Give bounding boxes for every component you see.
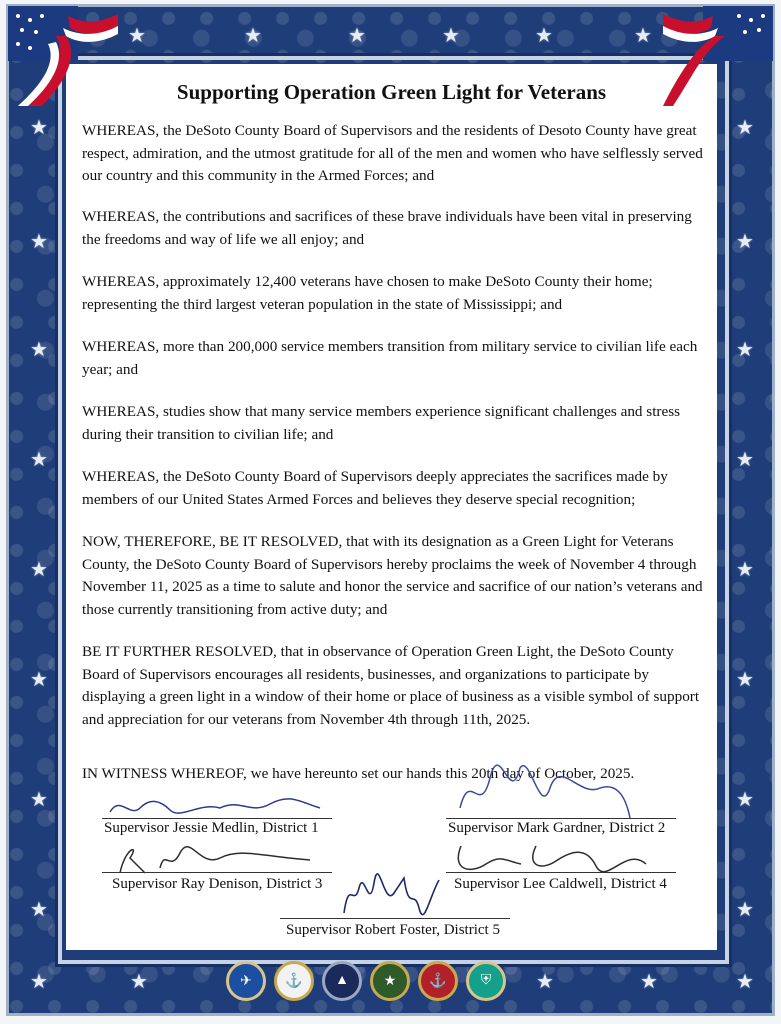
marine-corps-seal-icon: ⚓ [418,961,458,1001]
star-icon: ★ [30,449,48,471]
star-icon: ★ [736,669,754,691]
star-icon: ★ [30,971,48,993]
whereas-paragraph-3: WHEREAS, approximately 12,400 veterans have chosen to make DeSoto County their home; representing the third largest veteran population in the state of Mississippi; and [82,273,653,313]
signature-jessie-medlin [100,790,330,820]
star-icon: ★ [30,117,48,139]
witness-statement: IN WITNESS WHEREOF, we have hereunto set our hands this 20th day of October, 2025. [82,765,635,782]
whereas-paragraph-6: WHEREAS, the DeSoto County Board of Supervisors deeply appreciates the sacrifices made by members of our United States Armed Forces and believes they deserve special recognition; [82,468,668,508]
star-icon: ★ [130,971,148,993]
star-icon: ★ [736,559,754,581]
signature-line [280,918,510,919]
document-title: Supporting Operation Green Light for Veterans [176,80,607,104]
signatory-district-5: Supervisor Robert Foster, District 5 [286,922,500,938]
whereas-paragraph-2: WHEREAS, the contributions and sacrifices of these brave individuals have been vital in preserving the freedoms and way of life we all enjoy; and [82,208,692,248]
star-icon: ★ [128,25,146,47]
star-icon: ★ [442,25,460,47]
signatory-district-3: Supervisor Ray Denison, District 3 [112,876,323,892]
navy-seal-icon: ⚓ [274,961,314,1001]
signatory-district-4: Supervisor Lee Caldwell, District 4 [454,876,667,892]
whereas-paragraph-1: WHEREAS, the DeSoto County Board of Supervisors and the residents of Desoto County have great respect, admiration, and the utmost gratitude for all of the men and women who have selflessly served our country and this community in the Armed Forces; and [82,122,703,184]
military-seals [226,961,506,1003]
resolved-paragraph: NOW, THEREFORE, BE IT RESOLVED, that with its designation as a Green Light for Veterans County, the DeSoto County Board of Supervisors hereby proclaims the week of November 4 through November 11, 2025 as a time to salute and honor the service and sacrifice of our nation’s veterans and those currently transitioning from active duty; and [82,533,703,618]
signature-line [446,818,676,819]
army-seal-icon: ★ [370,961,410,1001]
coast-guard-seal-icon: ⛨ [466,961,506,1001]
star-icon: ★ [736,449,754,471]
signature-mark-gardner [440,748,640,828]
star-icon: ★ [736,899,754,921]
signature-line [102,818,332,819]
signature-line [102,872,332,873]
star-icon: ★ [30,789,48,811]
signature-lee-caldwell [446,836,666,876]
signatory-district-2: Supervisor Mark Gardner, District 2 [448,820,666,836]
star-icon: ★ [535,25,553,47]
star-icon: ★ [536,971,554,993]
whereas-paragraph-4: WHEREAS, more than 200,000 service members transition from military service to civilian life each year; and [82,338,698,378]
star-icon: ★ [736,117,754,139]
star-icon: ★ [30,899,48,921]
star-icon: ★ [640,971,658,993]
star-icon: ★ [30,231,48,253]
star-icon: ★ [736,339,754,361]
star-icon: ★ [30,339,48,361]
signature-line [446,872,676,873]
star-icon: ★ [736,971,754,993]
air-force-seal-icon: ✈ [226,961,266,1001]
star-icon: ★ [244,25,262,47]
star-icon: ★ [348,25,366,47]
signatory-district-1: Supervisor Jessie Medlin, District 1 [104,820,319,836]
signature-robert-foster [334,868,444,920]
star-icon: ★ [30,559,48,581]
whereas-paragraph-5: WHEREAS, studies show that many service members experience significant challenges and stress during their transition to civilian life; and [82,403,681,443]
further-resolved-paragraph: BE IT FURTHER RESOLVED, that in observance of Operation Green Light, the DeSoto County Board of Supervisors encourages all residents, businesses, and organizations to participate by displaying a green light in a window of their home or place of business as a visible symbol of support and appreciation for our veterans from November 4th through 11th, 2025. [82,643,700,728]
star-icon: ★ [30,669,48,691]
star-icon: ★ [736,231,754,253]
star-icon: ★ [736,789,754,811]
star-icon: ★ [634,25,652,47]
space-force-seal-icon: ▲ [322,961,362,1001]
